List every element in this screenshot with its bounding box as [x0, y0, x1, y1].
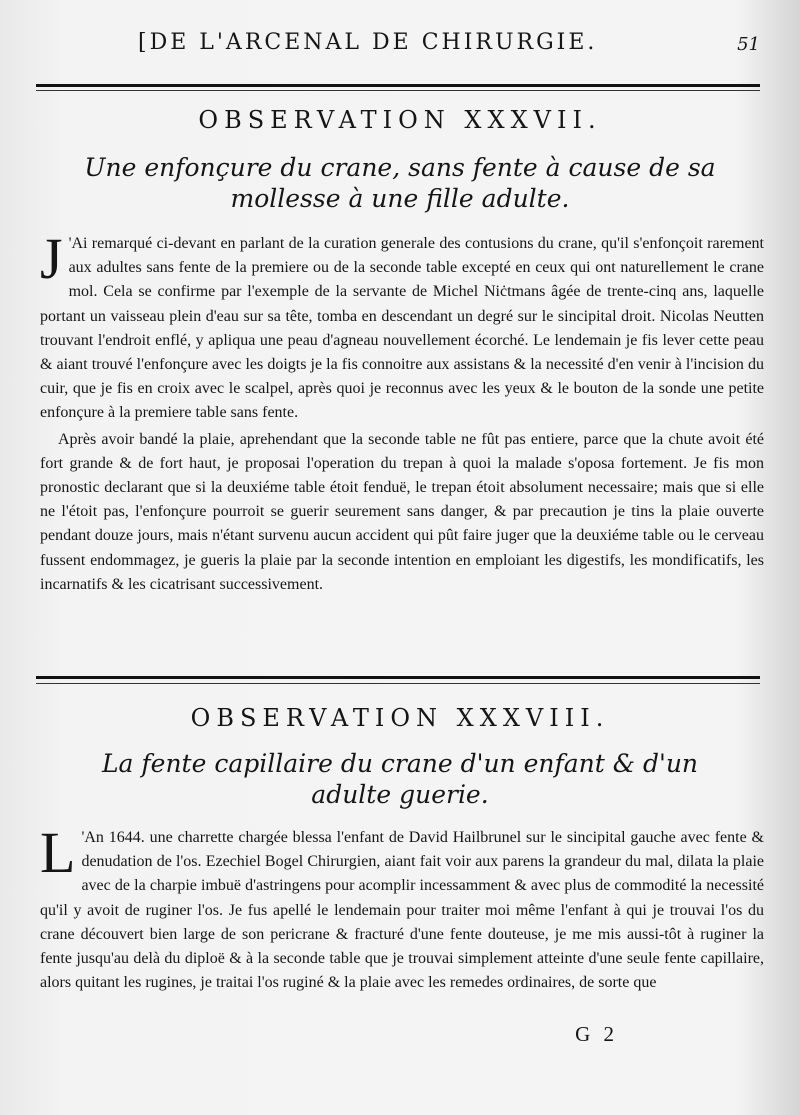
dropcap-l: L — [40, 820, 76, 885]
section-divider-rule-thin — [36, 683, 760, 684]
observation-37-paragraph-2: Après avoir bandé la plaie, aprehendant que la seconde table ne fût pas entiere, parce que la chute avoit été fort grande & de fort haut, je proposai l'operation du trepan à quoi la malade s'oposa fortement. Je fis mon pronostic declarant que si la deuxiéme table étoit fenduë, le trepan étoit absolument necessaire; mais que si elle ne l'étoit pas, l'enfonçure pourroit se guerir seurement sans danger, & par precaution je tins la plaie ouverte pendant douze jours, mais n'étant survenu aucun accident qui pût faire juger que la deuxiéme table ou le cerveau fussent endommagez, je gueris la plaie par la seconde intention en emploiant les digestifs, les mondificatifs, les incarnatifs & les cicatrisant successivement. — [40, 430, 764, 593]
observation-37-paragraph-1-text: 'Ai remarqué ci-devant en parlant de la curation generale des contusions du crane, qu'il s'enfonçoit rarement aux adultes sans fente de la premiere ou de la seconde table excepté en ceux qui ont naturellement le crane mol. Cela se confirme par l'exemple de la servante de Michel Niċtmans âgée de trente-cinq ans, laquelle portant un vaisseau plein d'eau sur sa tête, tomba en descendant un degré sur le sincipital droit. Nicolas Neutten trouvant l'endroit enflé, y apliqua une peau d'agneau nouvellement écorché. Le lendemain je fis lever cette peau & aiant trouvé l'enfonçure avec les doigts je la fis connoitre aux assistans & la necessité d'en venir à l'incision du cuir, que je fis en croix avec le scalpel, après quoi je reconnus avec les yeux & le bouton de la sonde une petite enfonçure à la premiere table sans fente. — [40, 235, 764, 422]
observation-38-subtitle: La fente capillaire du crane d'un enfant & d'un adulte guerie. — [101, 749, 699, 809]
observation-37-subtitle: Une enfonçure du crane, sans fente à cause de sa mollesse à une fille adulte. — [84, 153, 716, 213]
observation-38-heading: OBSERVATION XXXVIII. — [190, 704, 610, 732]
observation-38-paragraph-1-text: 'An 1644. une charrette chargée blessa l'enfant de David Hailbrunel sur le sincipital gauche avec fente & denudation de l'os. Ezechiel Bogel Chirurgien, aiant fait voir aux parens la grandeur du mal, dilata la plaie avec de la charpie imbuë d'astringens pour acomplir incessamment & avec plus de commodité la necessité qu'il y avoit de ruginer l'os. Je fus apellé le lendemain pour traiter moi même l'enfant à qui je trouvai l'os du crane découvert bien large de son pericrane & fracturé d'une fente douteuse, je me mis aussi-tôt à ruginer la fente jusqu'au delà du diploë & à la seconde table que je trouvai simplement atteinte d'une seule fente capillaire, alors quitant les rugines, je traitai l'os ruginé & la plaie avec les remedes ordinaires, de sorte que — [40, 829, 764, 992]
observation-38-body — [40, 820, 764, 997]
running-title: [DE L'ARCENAL DE CHIRURGIE. — [138, 30, 598, 55]
observation-37-paragraph-1 — [40, 226, 764, 426]
signature-mark: G 2 — [575, 1022, 618, 1046]
header-rule-thin — [36, 90, 760, 91]
page-number: 51 — [737, 34, 760, 55]
observation-38-paragraph-1 — [40, 820, 764, 995]
observation-37-heading: OBSERVATION XXXVII. — [198, 106, 602, 134]
dropcap-j: J — [40, 226, 63, 291]
section-divider-rule — [36, 676, 760, 679]
header-rule — [36, 84, 760, 87]
observation-37-body — [40, 226, 764, 599]
running-head — [0, 30, 800, 60]
